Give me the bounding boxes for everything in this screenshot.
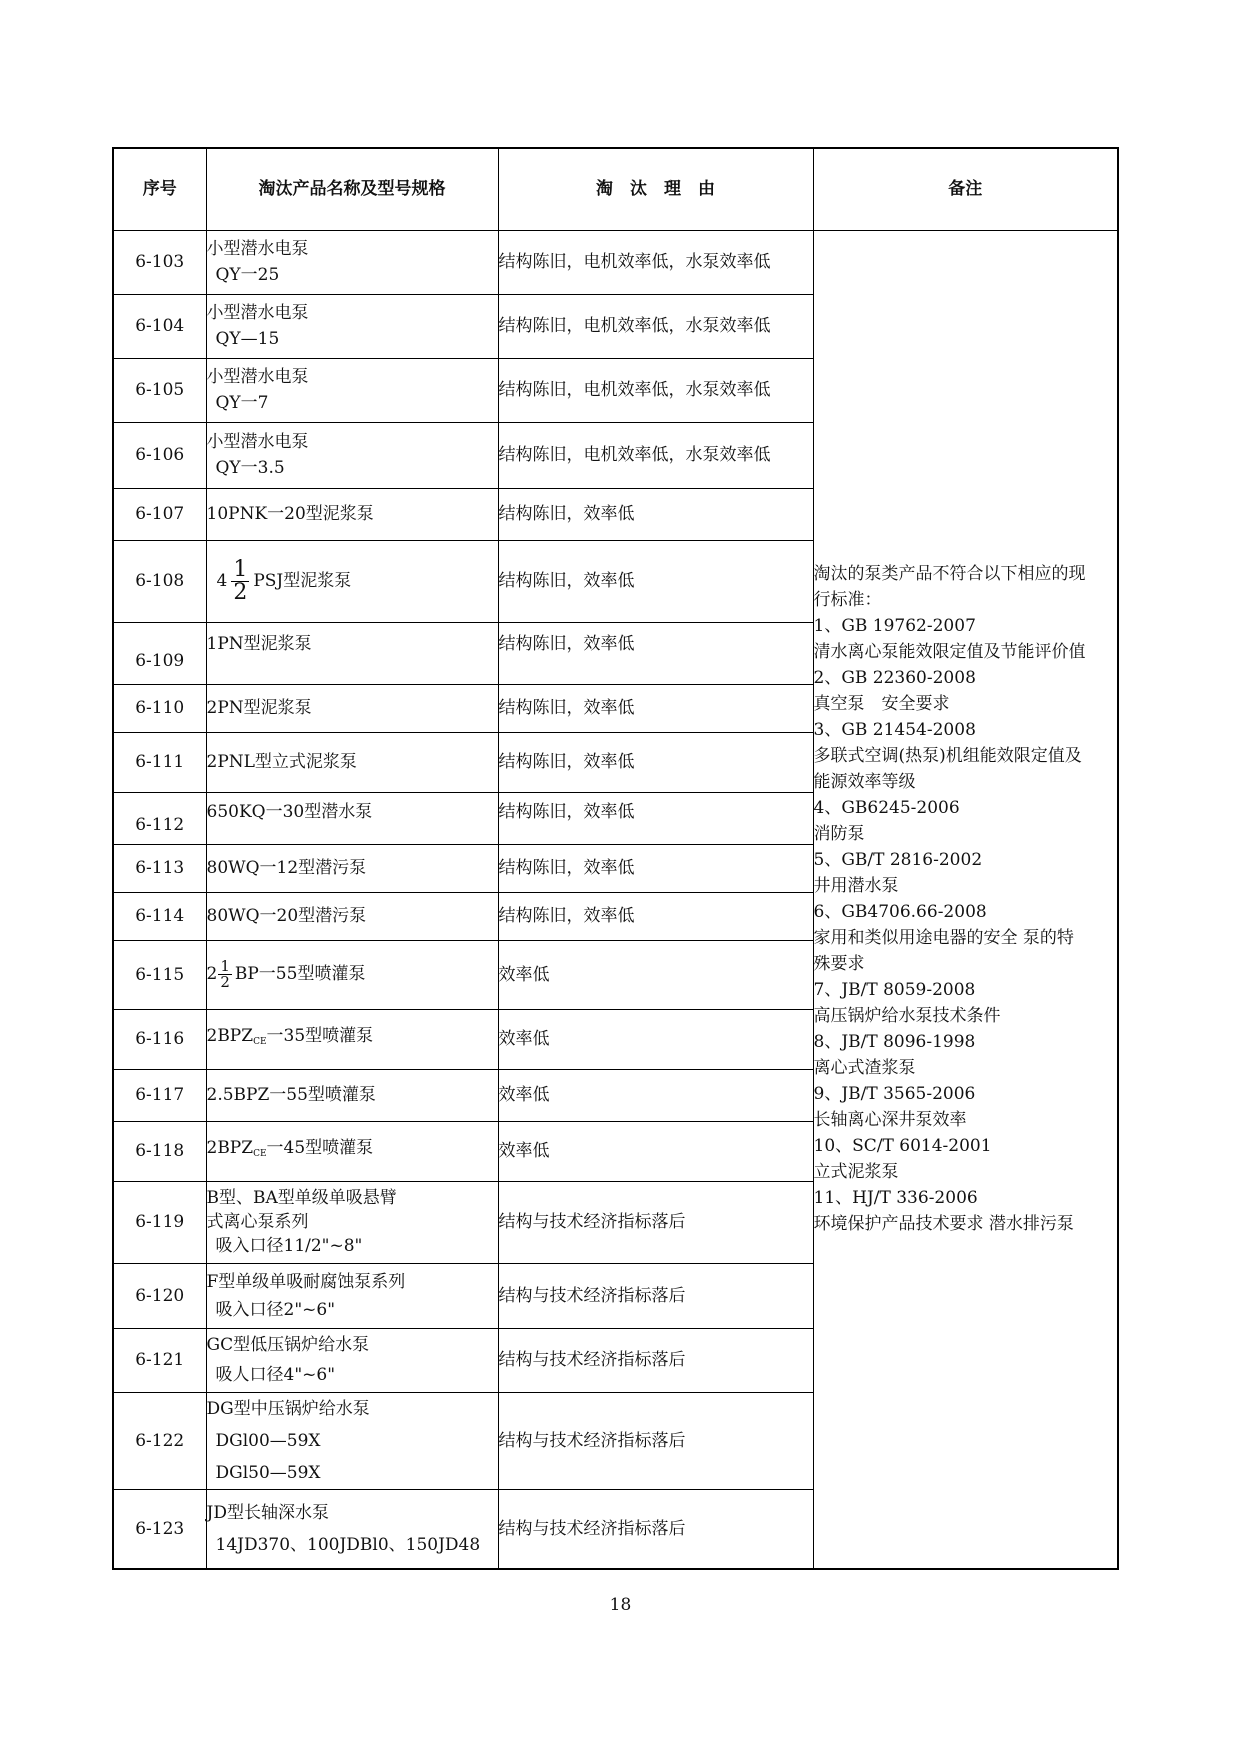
- row-name-text: 式离心泵系列: [206, 1212, 309, 1232]
- row-name-subscript: CE: [253, 1037, 267, 1047]
- row-seq: 6-109: [113, 622, 206, 684]
- row-model: QY一3.5: [215, 458, 285, 478]
- row-seq: 6-112: [113, 792, 206, 844]
- row-name: [206, 230, 498, 294]
- row-name: [206, 422, 498, 488]
- row-name: [206, 1489, 498, 1569]
- row-name: [206, 1121, 498, 1181]
- row-reason: 结构陈旧，电机效率低，水泵效率低: [498, 358, 813, 422]
- header-name: 淘汰产品名称及型号规格: [206, 148, 498, 230]
- row-reason: 结构陈旧，效率低: [498, 732, 813, 792]
- row-seq: 6-113: [113, 844, 206, 892]
- row-name-text: PSJ型泥浆泵: [253, 570, 352, 591]
- row-reason: 结构陈旧，效率低: [498, 684, 813, 732]
- row-name-text: GC型低压锅炉给水泵: [206, 1335, 370, 1355]
- note-cell: [813, 230, 1118, 1569]
- note-line: 长轴离心深井泵效率: [813, 1110, 967, 1131]
- row-reason: 效率低: [498, 1009, 813, 1069]
- row-seq: 6-108: [113, 540, 206, 622]
- header-reason: 淘 汰 理 由: [498, 148, 813, 230]
- row-name-text: 小型潜水电泵: [206, 367, 309, 387]
- row-seq: 6-119: [113, 1181, 206, 1263]
- row-model: 吸人口径4"~6": [215, 1365, 336, 1385]
- row-model: QY—15: [215, 329, 280, 349]
- note-line: 10、SC/T 6014-2001: [813, 1136, 992, 1157]
- table-header-row: [113, 148, 1118, 230]
- fraction-numerator: 1: [220, 957, 230, 975]
- row-name-text: B型、BA型单级单吸悬臂: [206, 1188, 397, 1208]
- row-name-text: BP一55型喷灌泵: [234, 964, 366, 984]
- note-line: 9、JB/T 3565-2006: [813, 1084, 976, 1105]
- row-seq: 6-103: [113, 230, 206, 294]
- row-name-whole: 2: [206, 964, 218, 984]
- row-name: 2.5BPZ一55型喷灌泵: [206, 1069, 498, 1121]
- note-line: 3、GB 21454-2008: [813, 720, 976, 741]
- row-name: [206, 1328, 498, 1392]
- row-model: DGl50—59X: [215, 1462, 321, 1483]
- row-seq: 6-105: [113, 358, 206, 422]
- row-reason: 效率低: [498, 940, 813, 1009]
- row-name: [206, 1263, 498, 1328]
- note-line: 立式泥浆泵: [813, 1162, 899, 1183]
- note-line: 清水离心泵能效限定值及节能评价值: [813, 642, 1086, 663]
- note-line: 1、GB 19762-2007: [813, 616, 976, 637]
- row-reason: 结构陈旧，电机效率低，水泵效率低: [498, 294, 813, 358]
- row-seq: 6-120: [113, 1263, 206, 1328]
- note-line: 家用和类似用途电器的安全 泵的特: [813, 928, 1074, 949]
- row-name: 10PNK一20型泥浆泵: [206, 488, 498, 540]
- row-seq: 6-116: [113, 1009, 206, 1069]
- row-name: 80WQ一12型潜污泵: [206, 844, 498, 892]
- row-reason: 效率低: [498, 1121, 813, 1181]
- row-name: [206, 358, 498, 422]
- note-line: 7、JB/T 8059-2008: [813, 980, 976, 1001]
- product-table: [112, 147, 1119, 1570]
- row-seq: 6-114: [113, 892, 206, 940]
- row-name: [206, 540, 498, 622]
- row-model: 吸入口径2"~6": [215, 1299, 336, 1320]
- row-seq: 6-106: [113, 422, 206, 488]
- row-name-text: 2BPZ: [206, 1138, 254, 1158]
- row-reason: 结构与技术经济指标落后: [498, 1181, 813, 1263]
- note-line: 消防泵: [813, 824, 865, 845]
- row-seq: 6-122: [113, 1392, 206, 1489]
- row-reason: 结构陈旧，电机效率低，水泵效率低: [498, 422, 813, 488]
- note-line: 淘汰的泵类产品不符合以下相应的现: [813, 564, 1086, 585]
- row-seq: 6-104: [113, 294, 206, 358]
- fraction: [218, 959, 232, 990]
- row-name-text: 小型潜水电泵: [206, 432, 309, 452]
- row-seq: 6-118: [113, 1121, 206, 1181]
- header-note: 备注: [813, 148, 1118, 230]
- note-line: 6、GB4706.66-2008: [813, 902, 987, 923]
- row-model: QY一25: [215, 265, 280, 285]
- row-name-text: 一35型喷灌泵: [266, 1026, 374, 1046]
- row-name-text: DG型中压锅炉给水泵: [206, 1398, 370, 1419]
- note-line: 多联式空调(热泵)机组能效限定值及: [813, 746, 1082, 767]
- note-line: 11、HJ/T 336-2006: [813, 1188, 978, 1209]
- note-line: 高压锅炉给水泵技术条件: [813, 1006, 1001, 1027]
- row-reason: 结构陈旧，效率低: [498, 488, 813, 540]
- row-seq: 6-123: [113, 1489, 206, 1569]
- page-number: 18: [609, 1595, 632, 1615]
- note-line: 行标准：: [813, 590, 882, 611]
- note-line: 殊要求: [813, 954, 865, 975]
- row-name: 650KQ一30型潜水泵: [206, 792, 498, 844]
- header-seq: 序号: [113, 148, 206, 230]
- row-model: 吸入口径11/2"~8": [215, 1236, 363, 1256]
- row-model: DGl00—59X: [215, 1430, 321, 1451]
- row-model: QY一7: [215, 393, 269, 413]
- row-seq: 6-115: [113, 940, 206, 1009]
- row-reason: 结构陈旧，效率低: [498, 540, 813, 622]
- note-line: 2、GB 22360-2008: [813, 668, 976, 689]
- row-reason: 结构与技术经济指标落后: [498, 1263, 813, 1328]
- row-seq: 6-107: [113, 488, 206, 540]
- note-line: 4、GB6245-2006: [813, 798, 960, 819]
- row-name-text: JD型长轴深水泵: [206, 1502, 329, 1523]
- note-line: 真空泵 安全要求: [813, 694, 950, 715]
- row-name: 2PNL型立式泥浆泵: [206, 732, 498, 792]
- fraction-denominator: 2: [220, 973, 230, 991]
- table-row: [113, 230, 1118, 294]
- row-seq: 6-110: [113, 684, 206, 732]
- row-name: [206, 1392, 498, 1489]
- note-line: 8、JB/T 8096-1998: [813, 1032, 976, 1053]
- row-name-text: 一45型喷灌泵: [266, 1138, 374, 1158]
- fraction: [231, 556, 249, 605]
- row-reason: 结构陈旧，效率低: [498, 622, 813, 684]
- row-seq: 6-121: [113, 1328, 206, 1392]
- note-line: 能源效率等级: [813, 772, 916, 793]
- row-name-text: 小型潜水电泵: [206, 303, 309, 323]
- note-line: 5、GB/T 2816-2002: [813, 850, 983, 871]
- note-line: 井用潜水泵: [813, 876, 899, 897]
- note-line: 离心式渣浆泵: [813, 1058, 916, 1079]
- note-line: 环境保护产品技术要求 潜水排污泵: [813, 1214, 1074, 1235]
- row-reason: 结构与技术经济指标落后: [498, 1489, 813, 1569]
- fraction-denominator: 2: [233, 579, 248, 605]
- row-name-whole: 4: [216, 570, 228, 591]
- row-name: [206, 1009, 498, 1069]
- row-name: 2PN型泥浆泵: [206, 684, 498, 732]
- row-seq: 6-111: [113, 732, 206, 792]
- row-name: [206, 940, 498, 1009]
- row-name-text: F型单级单吸耐腐蚀泵系列: [206, 1271, 406, 1292]
- row-name: 1PN型泥浆泵: [206, 622, 498, 684]
- row-reason: 结构与技术经济指标落后: [498, 1392, 813, 1489]
- row-name-text: 2BPZ: [206, 1026, 254, 1046]
- row-reason: 结构陈旧，效率低: [498, 844, 813, 892]
- row-name-text: 小型潜水电泵: [206, 239, 309, 259]
- row-seq: 6-117: [113, 1069, 206, 1121]
- row-model: 14JD370、100JDBl0、150JD48: [215, 1534, 481, 1555]
- row-reason: 结构陈旧，效率低: [498, 792, 813, 844]
- row-reason: 结构陈旧，电机效率低，水泵效率低: [498, 230, 813, 294]
- row-reason: 结构陈旧，效率低: [498, 892, 813, 940]
- row-name-subscript: CE: [253, 1149, 267, 1159]
- fraction-numerator: 1: [233, 556, 248, 582]
- row-name: [206, 294, 498, 358]
- row-name: [206, 1181, 498, 1263]
- row-name: 80WQ一20型潜污泵: [206, 892, 498, 940]
- row-reason: 效率低: [498, 1069, 813, 1121]
- row-reason: 结构与技术经济指标落后: [498, 1328, 813, 1392]
